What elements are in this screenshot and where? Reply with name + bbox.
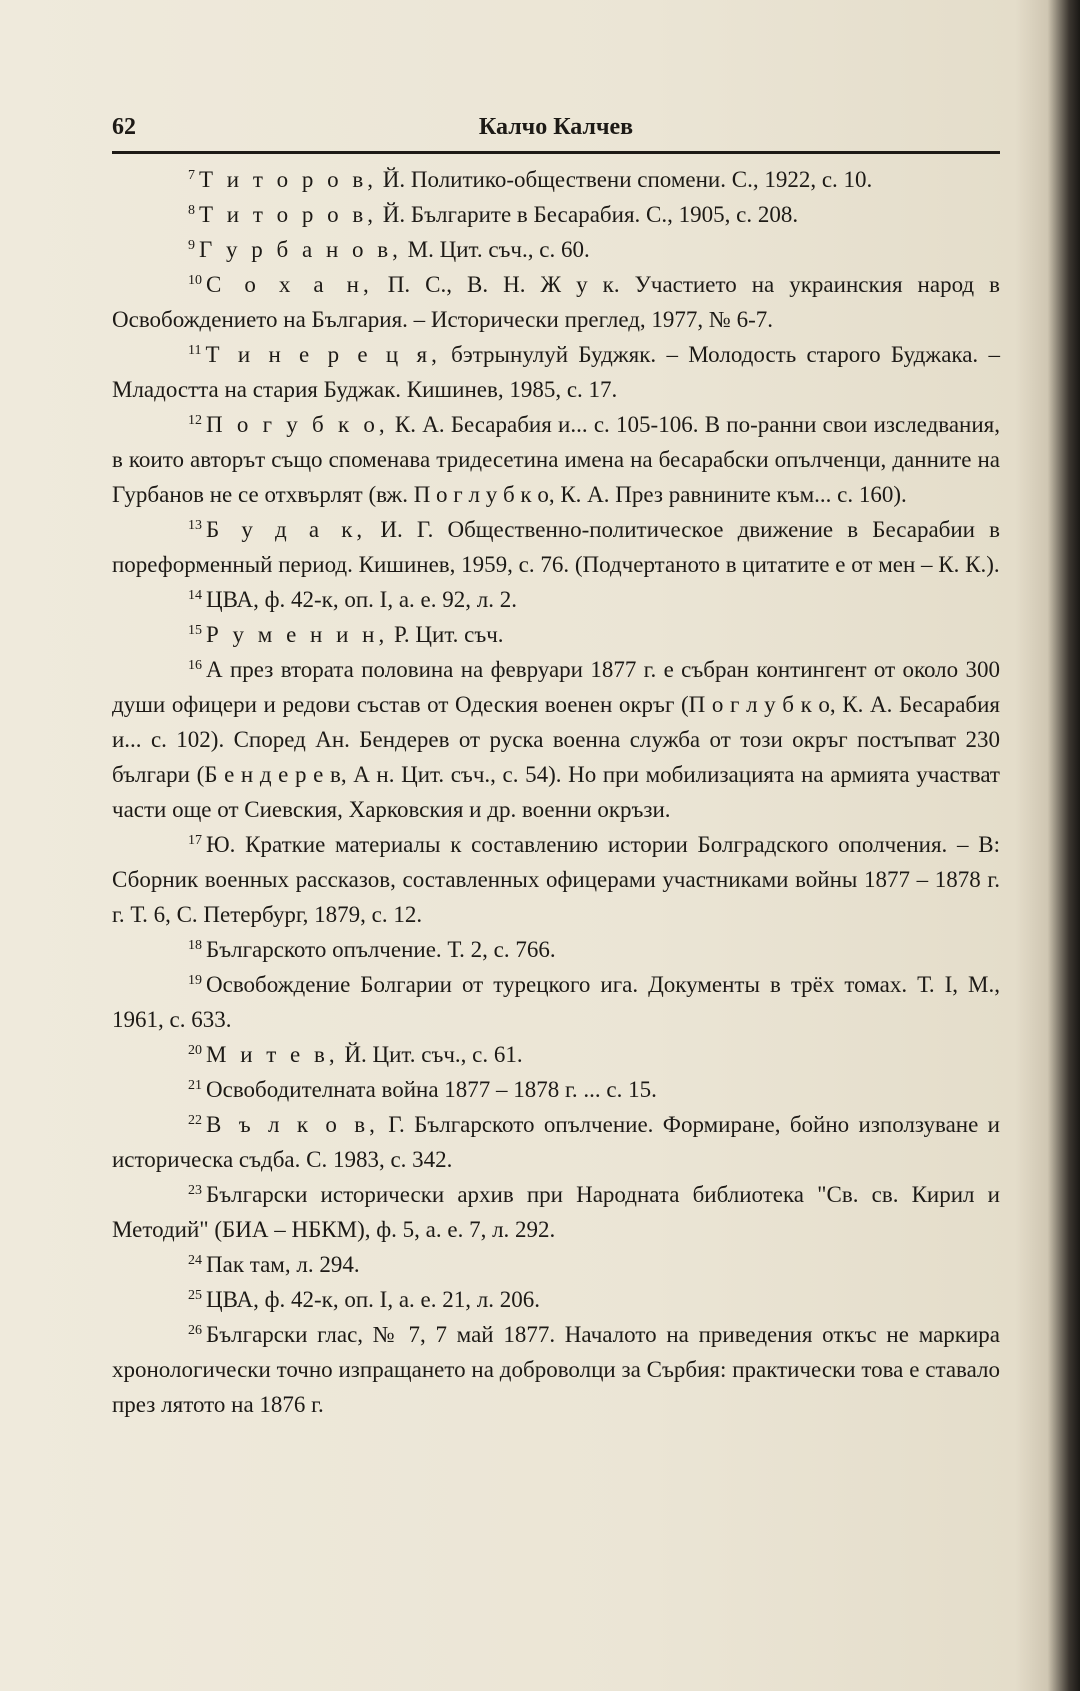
footnote <box>112 407 1000 512</box>
footnote-number: 26 <box>188 1323 202 1338</box>
footnote-number: 13 <box>188 518 202 533</box>
footnote <box>112 512 1000 582</box>
footnote-number: 16 <box>188 658 202 673</box>
footnote-text: Български глас, № 7, 7 май 1877. Началото на приведения откъс не маркира хронологически точно изпращането на доброволци за Сърбия: практически това е ставало през лятото на 1876 г. <box>112 1322 1000 1417</box>
footnote-text: Й. Политико-обществени спомени. С., 1922, с. 10. <box>377 167 873 192</box>
footnote <box>112 932 1000 967</box>
footnote-number: 22 <box>188 1113 202 1128</box>
footnote <box>112 1107 1000 1177</box>
footnote <box>112 652 1000 827</box>
footnote-author: В ъ л к о в, <box>206 1112 379 1137</box>
footnote-number: 11 <box>188 343 202 358</box>
footnote <box>112 827 1000 932</box>
header-rule <box>112 151 1000 154</box>
footnote <box>112 582 1000 617</box>
footnote-text: Й. Българите в Бесарабия. С., 1905, с. 208. <box>377 202 799 227</box>
footnote-number: 8 <box>188 203 195 218</box>
page-header <box>112 112 1000 146</box>
footnotes-list <box>112 162 1000 1422</box>
footnote <box>112 1037 1000 1072</box>
footnote-number: 7 <box>188 168 195 183</box>
footnote-text: Й. Цит. съч., с. 61. <box>338 1042 523 1067</box>
footnote-text: Освободителната война 1877 – 1878 г. ... с. 15. <box>206 1077 657 1102</box>
footnote-author: Г у р б а н о в, <box>199 237 402 262</box>
footnote-number: 20 <box>188 1043 202 1058</box>
footnote-number: 9 <box>188 238 195 253</box>
footnote-number: 17 <box>188 833 202 848</box>
footnote <box>112 267 1000 337</box>
footnote <box>112 232 1000 267</box>
footnote-text: Р. Цит. съч. <box>388 622 504 647</box>
footnote <box>112 1247 1000 1282</box>
footnote-number: 18 <box>188 938 202 953</box>
footnote-number: 24 <box>188 1253 202 1268</box>
footnote-text: Ю. Краткие материалы к составлению истории Болградского ополчения. – В: Сборник военных рассказов, составленных офицерами участниками войны 1877 – 1878 г. г. Т. 6, С. Петербург, 1879, с. 12. <box>112 832 1000 927</box>
footnote-number: 10 <box>188 273 202 288</box>
footnote-author: Б у д а к, <box>206 517 367 542</box>
footnote-text: И. Г. Общественно-политическое движение в Бесарабии в пореформенный период. Кишинев, 1959, с. 76. (Подчертаното в цитатите е от мен – К. К.). <box>112 517 1001 577</box>
footnote-author: М и т е в, <box>206 1042 339 1067</box>
footnote-text: бэтрынулуй Буджяк. – Молодость старого Буджака. – Младостта на стария Буджак. Кишинев, 1985, с. 17. <box>112 342 1000 402</box>
footnote-text: А през втората половина на февруари 1877 г. е събран контингент от около 300 души офицери и редови състав от Одеския военен окръг (П о г л у б к о, К. А. Бесарабия и... с. 102). Според Ан. Бендерев от руска военна служба от този окръг постъпват 230 българи (Б е н д е р е в, А н. Цит. съч., с. 54). Но при мобилизацията на армията участват части още от Сиевския, Харковския и др. военни окръзи. <box>112 657 1000 822</box>
footnote <box>112 617 1000 652</box>
footnote-text: Български исторически архив при Народната библиотека "Св. св. Кирил и Методий" (БИА – НБКМ), ф. 5, а. е. 7, л. 292. <box>112 1182 1000 1242</box>
footnote-number: 23 <box>188 1183 202 1198</box>
footnote-text: К. А. Бесарабия и... с. 105-106. В по-ранни свои изследвания, в които авторът също споменава тридесетина имена на бесарабски опълченци, данните на Гурбанов не се отхвърлят (вж. П о г л у б к о, К. А. През равнините към... с. 160). <box>112 412 1000 507</box>
footnote-text: Г. Българското опълчение. Формиране, бойно използуване и историческа съдба. С. 1983, с. 342. <box>112 1112 1000 1172</box>
footnote-author: П о г у б к о, <box>206 412 389 437</box>
footnote <box>112 1282 1000 1317</box>
footnote-text: Освобождение Болгарии от турецкого ига. Документы в трёх томах. Т. I, М., 1961, с. 633. <box>112 972 1000 1032</box>
running-title: Калчо Калчев <box>478 114 634 140</box>
footnote-author: Т и т о р о в, <box>199 202 378 227</box>
footnote <box>112 197 1000 232</box>
footnote-number: 21 <box>188 1078 202 1093</box>
footnote <box>112 1177 1000 1247</box>
footnote-text: П. С., В. Н. Ж у к. Участието на украинския народ в Освобождението на България. – Исторически преглед, 1977, № 6-7. <box>112 272 1000 332</box>
footnote-number: 19 <box>188 973 202 988</box>
footnote-text: ЦВА, ф. 42-к, оп. I, а. е. 92, л. 2. <box>206 587 517 612</box>
footnote-number: 14 <box>188 588 202 603</box>
footnote <box>112 967 1000 1037</box>
footnote-text: М. Цит. съч., с. 60. <box>401 237 590 262</box>
footnote <box>112 337 1000 407</box>
footnote <box>112 1317 1000 1422</box>
footnote-number: 12 <box>188 413 202 428</box>
footnote-text: Българското опълчение. Т. 2, с. 766. <box>206 937 556 962</box>
footnote-author: Р у м е н и н, <box>206 622 389 647</box>
footnote-number: 25 <box>188 1288 202 1303</box>
footnote-author: С о х а н, <box>206 272 373 297</box>
footnote <box>112 162 1000 197</box>
footnote-text: Пак там, л. 294. <box>206 1252 360 1277</box>
page-number: 62 <box>112 114 136 140</box>
footnote-text: ЦВА, ф. 42-к, оп. I, а. е. 21, л. 206. <box>206 1287 540 1312</box>
footnote-author: Т и н е р е ц я, <box>205 342 441 367</box>
footnote-author: Т и т о р о в, <box>199 167 378 192</box>
footnote <box>112 1072 1000 1107</box>
footnote-number: 15 <box>188 623 202 638</box>
